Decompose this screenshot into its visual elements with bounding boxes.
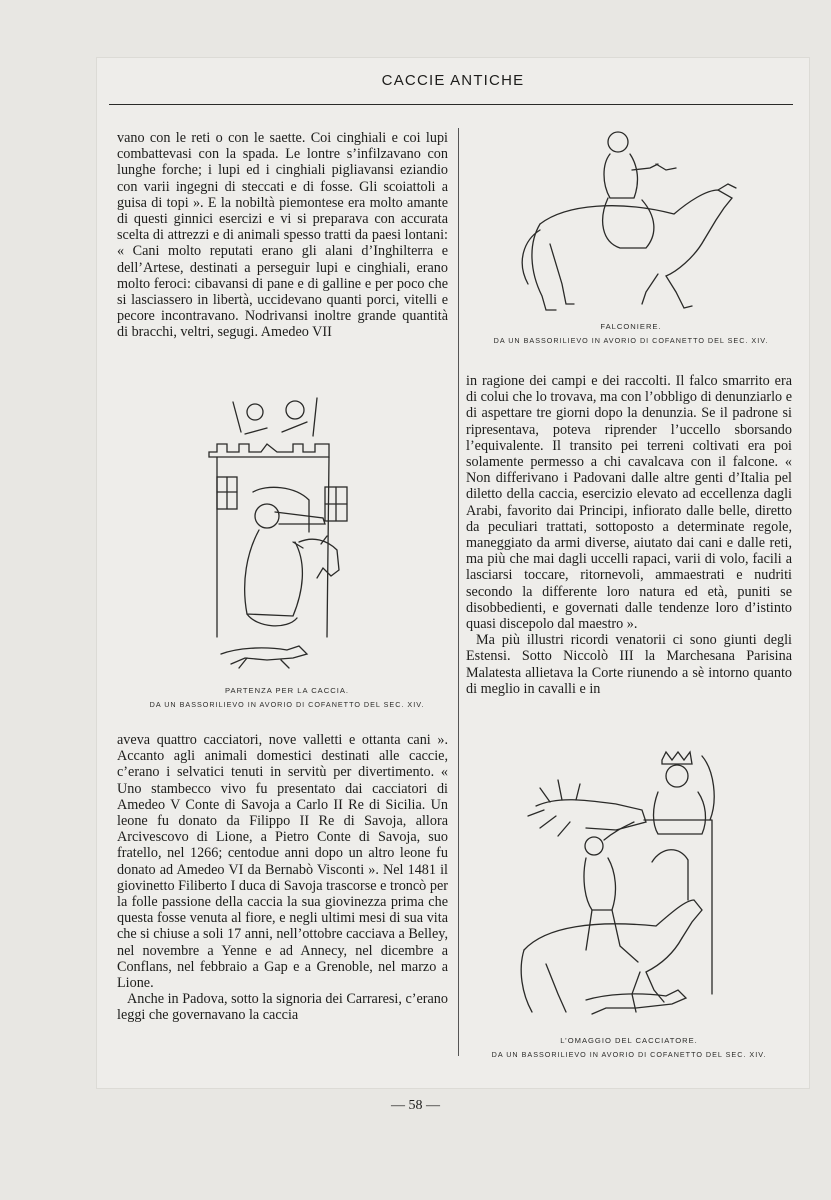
paragraph: Ma più illustri ricordi venatorii ci sono giunti degli Estensi. Sotto Niccolò III la Marchesana Parisina Malatesta allietava la Corte riunendo a sè intorno quanto di meglio in cavalli e in — [466, 632, 792, 697]
column-divider — [458, 128, 459, 1056]
left-column-bottom-text — [117, 732, 448, 1024]
header-rule — [109, 104, 793, 105]
paragraph: in ragione dei campi e dei raccolti. Il falco smarrito era di colui che lo trovava, ma con l’obbligo di denunziarlo e di aspettare tre giorni dopo la denunzia. Se il padrone si ripresentava, poteva riprender l’uccello sborsando l’equivalente. Il transito pei terreni coltivati era poi solamente permesso a chi cavalcava con il falcone. « Non differivano i Padovani dalle altre genti d’Italia pel diletto della caccia, esercizio elevato ad eccellenza dagli Arabi, favorito dai Principi, infiorato dalle belle, diretto da peculiari trattati, sottoposto a determinate regole, maneggiato da armi diverse, aiutato dai cani e dalle reti, ma più che mai dagli uccelli rapaci, varii di volo, facili a lasciarsi toccare, ritornevoli, ammaestrati e nudriti secondo la differente loro natura ed età, puniti se disobbedienti, e governati dalle tendenze loro d’istinto quasi discepolo dal maestro ». — [466, 373, 792, 633]
caption-omaggio-title: L’OMAGGIO DEL CACCIATORE. — [560, 1036, 698, 1045]
caption-falconiere-source: DA UN BASSORILIEVO IN AVORIO DI COFANETTO DEL SEC. XIV. — [493, 336, 769, 345]
caption-partenza-title: PARTENZA PER LA CACCIA. — [225, 686, 349, 695]
page-number: — 58 — — [391, 1098, 440, 1113]
falconiere-illustration — [470, 124, 792, 314]
partenza-illustration — [117, 392, 457, 672]
caption-omaggio-source: DA UN BASSORILIEVO IN AVORIO DI COFANETTO DEL SEC. XIV. — [491, 1050, 767, 1059]
figure-omaggio — [466, 750, 792, 1062]
caption-partenza-source: DA UN BASSORILIEVO IN AVORIO DI COFANETTO DEL SEC. XIV. — [149, 700, 425, 709]
right-column-text — [466, 373, 792, 697]
running-head: CACCIE ANTICHE — [381, 72, 525, 89]
caption-falconiere-title: FALCONIERE. — [600, 322, 662, 331]
omaggio-illustration — [466, 750, 792, 1020]
paragraph: aveva quattro cacciatori, nove valletti e ottanta cani ». Accanto agli animali domestici destinati alle caccie, c’erano i selvatici tenuti in servitù per divertimento. « Uno stambecco vivo fu presentato dai cacciatori di Amedeo V Conte di Savoja a Carlo II Re di Sicilia. Un leone fu donato da Filippo II Re di Savoja, allora Arcivescovo di Lione, a Pietro Conte di Savoja, suo fratello, nel 1266; centodue anni dopo un altro leone fu donato ad Amedeo VI da Bernabò Visconti ». Nel 1481 il giovinetto Filiberto I duca di Savoja trascorse e troncò per la folle passione della caccia la sua giovinezza prima che questa fosse venuta al fiore, e negli ultimi mesi di sua vita che si chiuse a soli 17 anni, nell’ottobre cacciava a Belley, nel novembre a Yenne e ad Annecy, nel dicembre a Conflans, nel febbraio a Gap e a Grenoble, nel marzo a Lione. — [117, 732, 448, 992]
paragraph: Anche in Padova, sotto la signoria dei Carraresi, c’erano leggi che governavano la caccia — [117, 991, 448, 1024]
figure-falconiere — [470, 124, 792, 346]
left-column-top-text — [117, 130, 448, 341]
figure-partenza — [117, 392, 457, 712]
paragraph: vano con le reti o con le saette. Coi cinghiali e coi lupi combattevasi con la spada. Le lontre s’infilzavano con lunghe forche; i lupi ed i cinghiali pigliavansi eziandio con varii ingegni di steccati e di fosse. Gli scoiattoli a guisa di topi ». E la nobiltà piemontese era molto amante di questi ginnici esercizi e vi si preparava con accurata scelta di attrezzi e di animali spesso tratti da paesi lontani: « Cani molto reputati erano gli alani d’Inghilterra e dell’Artese, destinati a perseguir lupi e cinghiali, erano molto feroci: cibavansi di pane e di galline e per poco che si lasciassero in libertà, uccidevano quanti porci, vitelli e pecore incontravano. Nodrivansi inoltre grande quantità di bracchi, veltri, segugi. Amedeo VII — [117, 130, 448, 341]
